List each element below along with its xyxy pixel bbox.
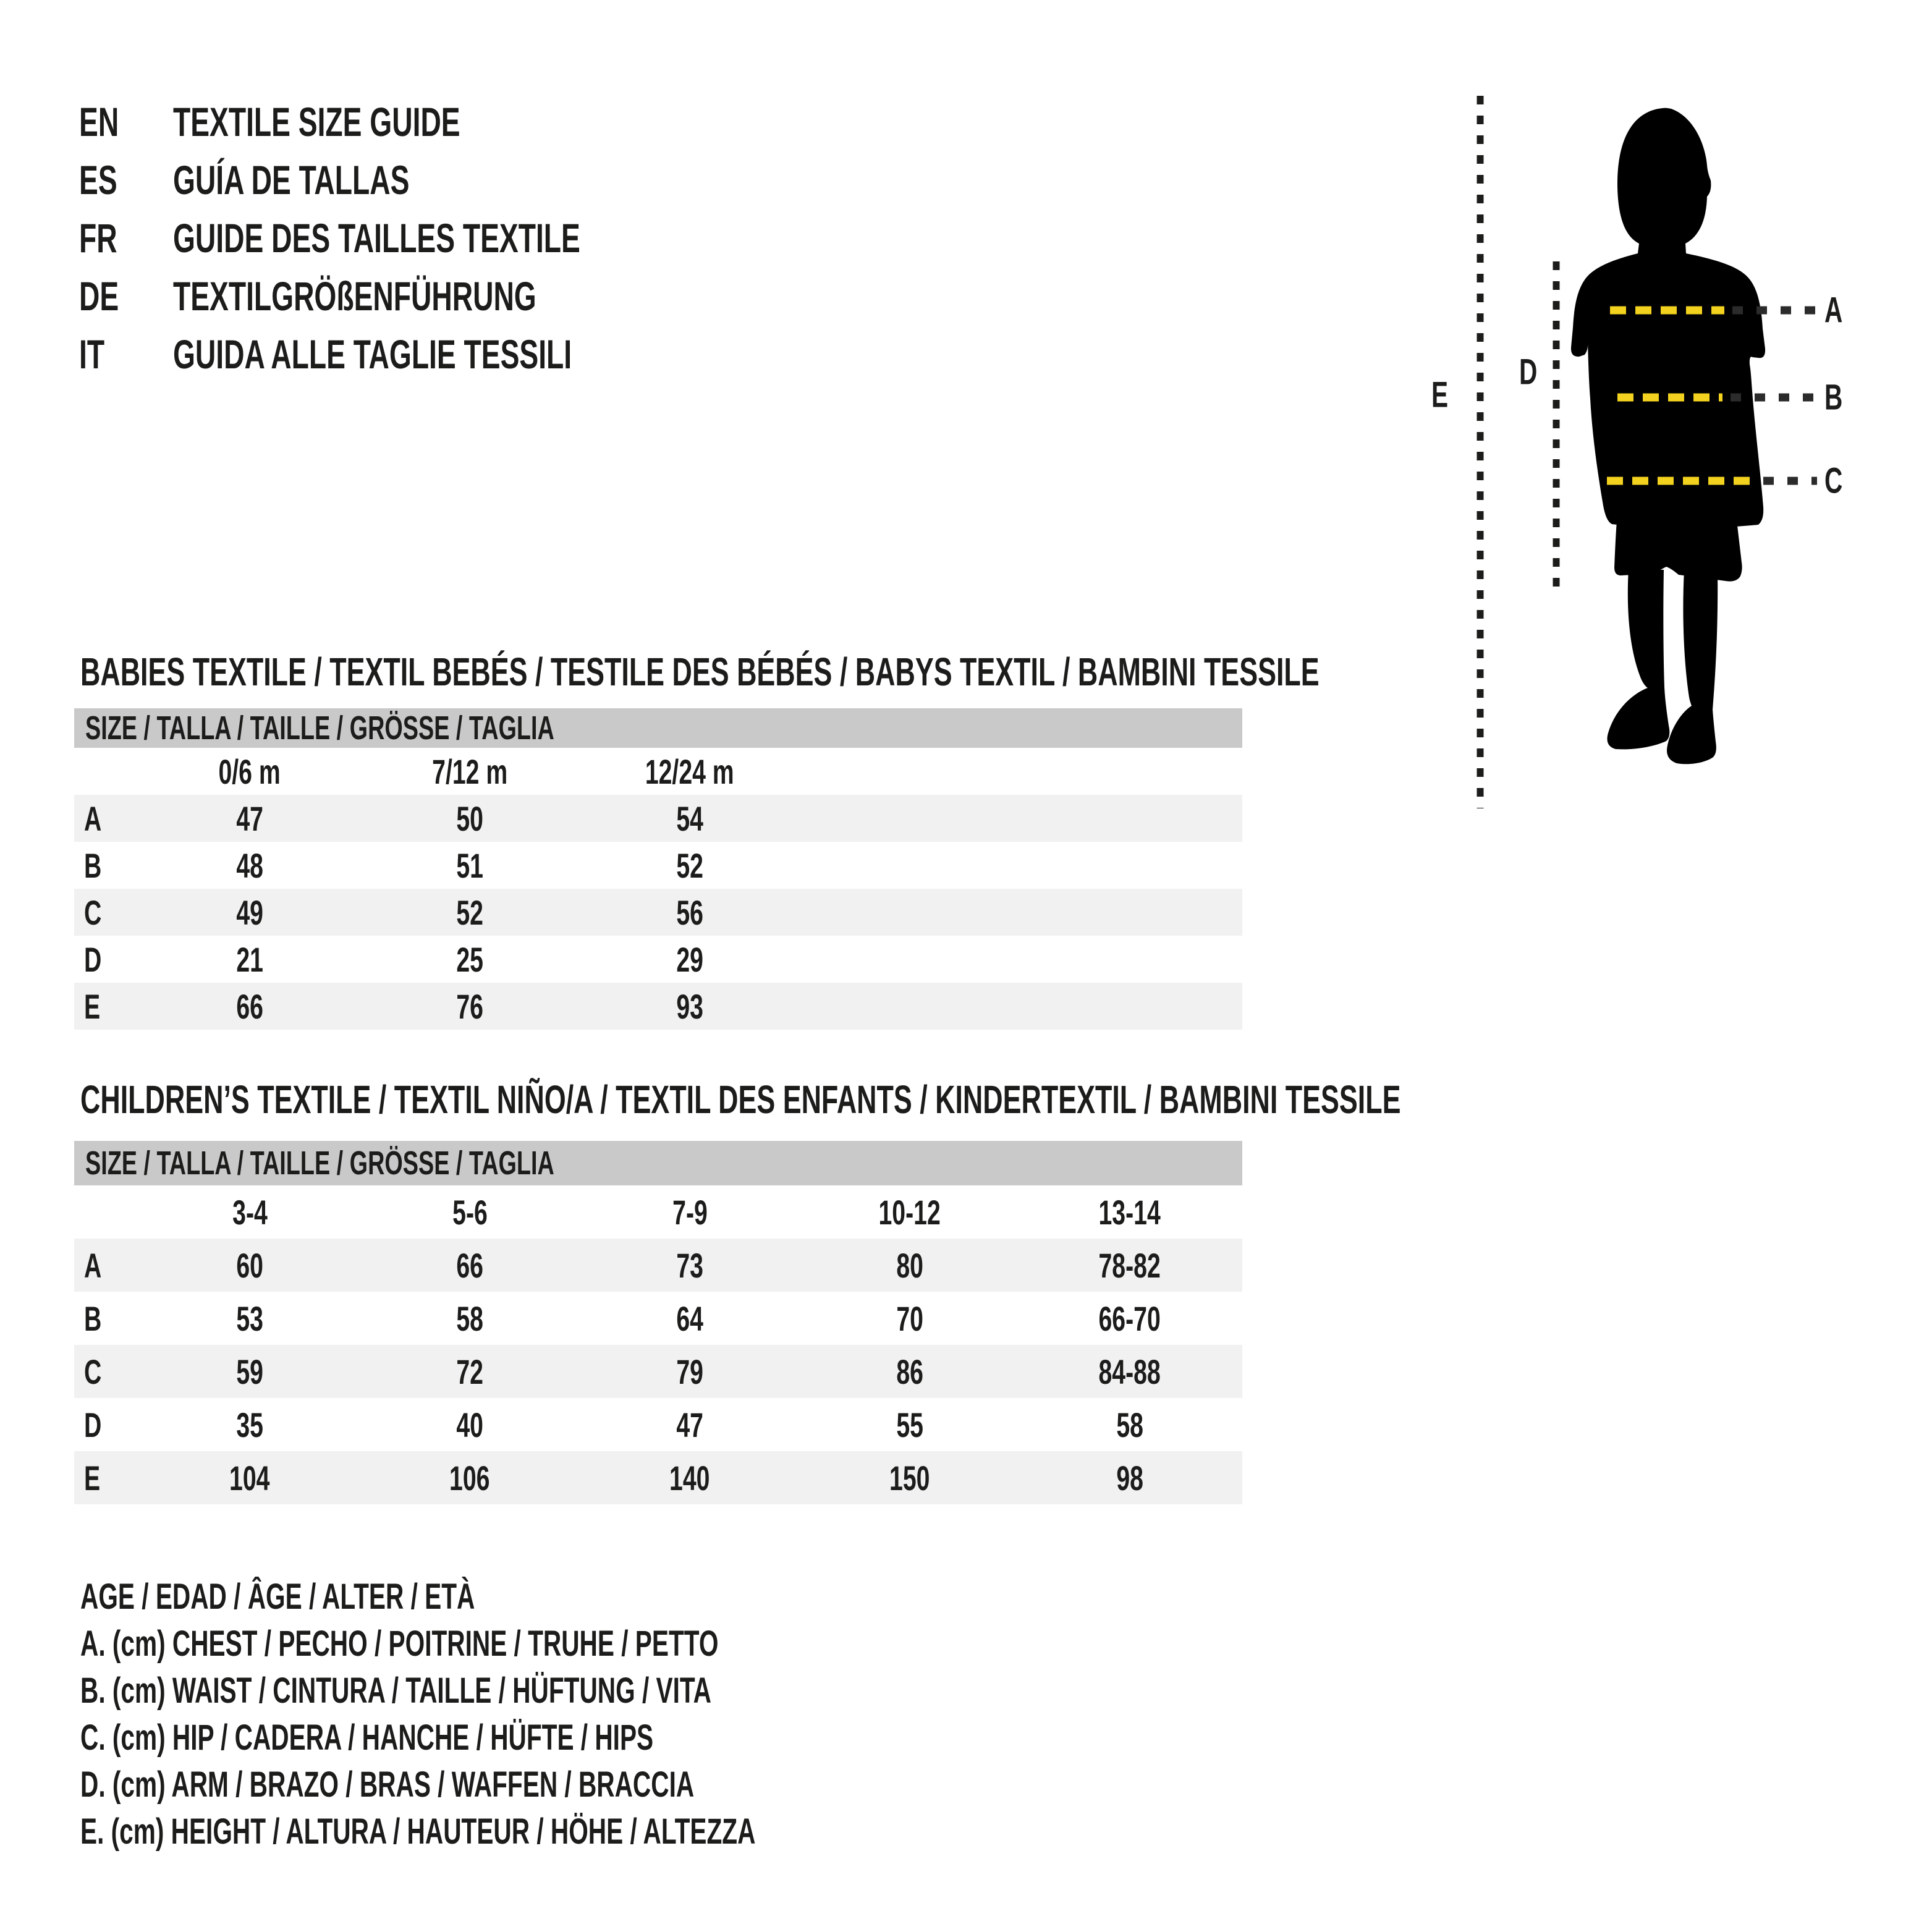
table-row-b — [74, 1292, 1242, 1345]
cell-value: 52 — [456, 892, 483, 932]
legend-line-chest: A. (cm) CHEST / PECHO / POITRINE / TRUHE / PETTO — [80, 1623, 719, 1664]
row-label: A — [84, 799, 102, 838]
cell-value: 84-88 — [1098, 1352, 1161, 1391]
legend-line-arm: D. (cm) ARM / BRAZO / BRAS / WAFFEN / BRACCIA — [80, 1764, 695, 1805]
row-label: D — [84, 1405, 102, 1444]
babies-size-header-bar: SIZE / TALLA / TAILLE / GRÖSSE / TAGLIA — [74, 708, 1242, 748]
row-label: E — [84, 986, 101, 1026]
legend-line-hip: C. (cm) HIP / CADERA / HANCHE / HÜFTE / HIPS — [80, 1717, 654, 1758]
cell-value: 58 — [1116, 1405, 1143, 1444]
cell-value: 25 — [456, 939, 483, 979]
cell-value: 150 — [889, 1458, 930, 1498]
language-title: GUIDA ALLE TAGLIE TESSILI — [173, 331, 572, 377]
cell-value: 48 — [236, 845, 263, 885]
language-row-it — [79, 325, 755, 383]
cell-value: 78-82 — [1098, 1245, 1161, 1285]
babies-column-header-row — [74, 748, 1242, 795]
waist-label: B — [1824, 377, 1843, 418]
children-section-title: CHILDREN’S TEXTILE / TEXTIL NIÑO/A / TEXTIL DES ENFANTS / KINDERTEXTIL / BAMBINI TESSILE — [80, 1077, 1401, 1122]
column-header: 10-12 — [878, 1192, 941, 1232]
babies-size-table — [74, 708, 1242, 1030]
cell-value: 47 — [236, 799, 263, 838]
cell-value: 58 — [456, 1299, 483, 1338]
column-header: 3-4 — [232, 1192, 268, 1232]
cell-value: 56 — [676, 892, 703, 932]
cell-value: 64 — [676, 1299, 703, 1338]
row-label: A — [84, 1245, 102, 1285]
table-row-a — [74, 1239, 1242, 1292]
language-title: TEXTILE SIZE GUIDE — [173, 99, 460, 145]
cell-value: 66 — [236, 986, 263, 1026]
language-code: DE — [79, 273, 119, 319]
cell-value: 47 — [676, 1405, 703, 1444]
cell-value: 70 — [896, 1299, 923, 1338]
cell-value: 93 — [676, 986, 703, 1026]
measurement-legend — [80, 1573, 1045, 1855]
legend-line-height: E. (cm) HEIGHT / ALTURA / HAUTEUR / HÖHE / ALTEZZA — [80, 1811, 756, 1852]
language-code: ES — [79, 157, 117, 203]
language-row-de — [79, 267, 755, 325]
language-header — [79, 93, 755, 383]
table-row-a — [74, 795, 1242, 842]
children-size-table — [74, 1141, 1242, 1504]
cell-value: 140 — [669, 1458, 710, 1498]
cell-value: 53 — [236, 1299, 263, 1338]
row-label: E — [84, 1458, 101, 1498]
language-code: IT — [79, 331, 105, 377]
cell-value: 72 — [456, 1352, 483, 1391]
cell-value: 73 — [676, 1245, 703, 1285]
cell-value: 104 — [229, 1458, 270, 1498]
language-code: FR — [79, 215, 117, 261]
row-label: B — [84, 845, 102, 885]
cell-value: 66 — [456, 1245, 483, 1285]
table-row-d — [74, 1398, 1242, 1451]
cell-value: 106 — [449, 1458, 490, 1498]
column-header: 13-14 — [1098, 1192, 1161, 1232]
cell-value: 40 — [456, 1405, 483, 1444]
table-row-d — [74, 936, 1242, 983]
column-header: 7-9 — [672, 1192, 708, 1232]
row-label: B — [84, 1299, 102, 1338]
cell-value: 29 — [676, 939, 703, 979]
cell-value: 79 — [676, 1352, 703, 1391]
row-label: C — [84, 1352, 102, 1391]
cell-value: 49 — [236, 892, 263, 932]
cell-value: 21 — [236, 939, 263, 979]
child-silhouette-graphic — [1421, 93, 1891, 844]
chest-label: A — [1824, 290, 1843, 331]
legend-line-age: AGE / EDAD / ÂGE / ALTER / ETÀ — [80, 1576, 475, 1617]
table-row-c — [74, 889, 1242, 936]
babies-section-title: BABIES TEXTILE / TEXTIL BEBÉS / TESTILE DES BÉBÉS / BABYS TEXTIL / BAMBINI TESSILE — [80, 650, 1320, 694]
arm-label: D — [1519, 352, 1538, 392]
language-code: EN — [79, 99, 119, 145]
column-header: 0/6 m — [218, 752, 281, 791]
cell-value: 59 — [236, 1352, 263, 1391]
height-label: E — [1431, 375, 1449, 415]
language-row-fr — [79, 209, 755, 267]
column-header: 7/12 m — [431, 752, 508, 791]
hip-label: C — [1824, 460, 1843, 501]
legend-line-waist: B. (cm) WAIST / CINTURA / TAILLE / HÜFTUNG / VITA — [80, 1670, 711, 1711]
children-size-header-bar: SIZE / TALLA / TAILLE / GRÖSSE / TAGLIA — [74, 1141, 1242, 1185]
cell-value: 55 — [896, 1405, 923, 1444]
cell-value: 60 — [236, 1245, 263, 1285]
cell-value: 86 — [896, 1352, 923, 1391]
table-row-e — [74, 1451, 1242, 1504]
cell-value: 35 — [236, 1405, 263, 1444]
table-row-b — [74, 842, 1242, 889]
children-column-header-row — [74, 1185, 1242, 1239]
row-label: C — [84, 892, 102, 932]
column-header: 12/24 m — [645, 752, 734, 791]
cell-value: 98 — [1116, 1458, 1143, 1498]
language-title: GUIDE DES TAILLES TEXTILE — [173, 215, 580, 261]
table-row-c — [74, 1345, 1242, 1398]
table-row-e — [74, 983, 1242, 1030]
cell-value: 66-70 — [1098, 1299, 1161, 1338]
row-label: D — [84, 939, 102, 979]
measurement-figure — [1421, 93, 1891, 844]
language-title: GUÍA DE TALLAS — [173, 157, 410, 203]
cell-value: 76 — [456, 986, 483, 1026]
cell-value: 80 — [896, 1245, 923, 1285]
cell-value: 51 — [456, 845, 483, 885]
language-row-es — [79, 151, 755, 209]
column-header: 5-6 — [452, 1192, 488, 1232]
language-row-en — [79, 93, 755, 151]
cell-value: 54 — [676, 799, 703, 838]
cell-value: 52 — [676, 845, 703, 885]
cell-value: 50 — [456, 799, 483, 838]
language-title: TEXTILGRÖßENFÜHRUNG — [173, 273, 536, 319]
